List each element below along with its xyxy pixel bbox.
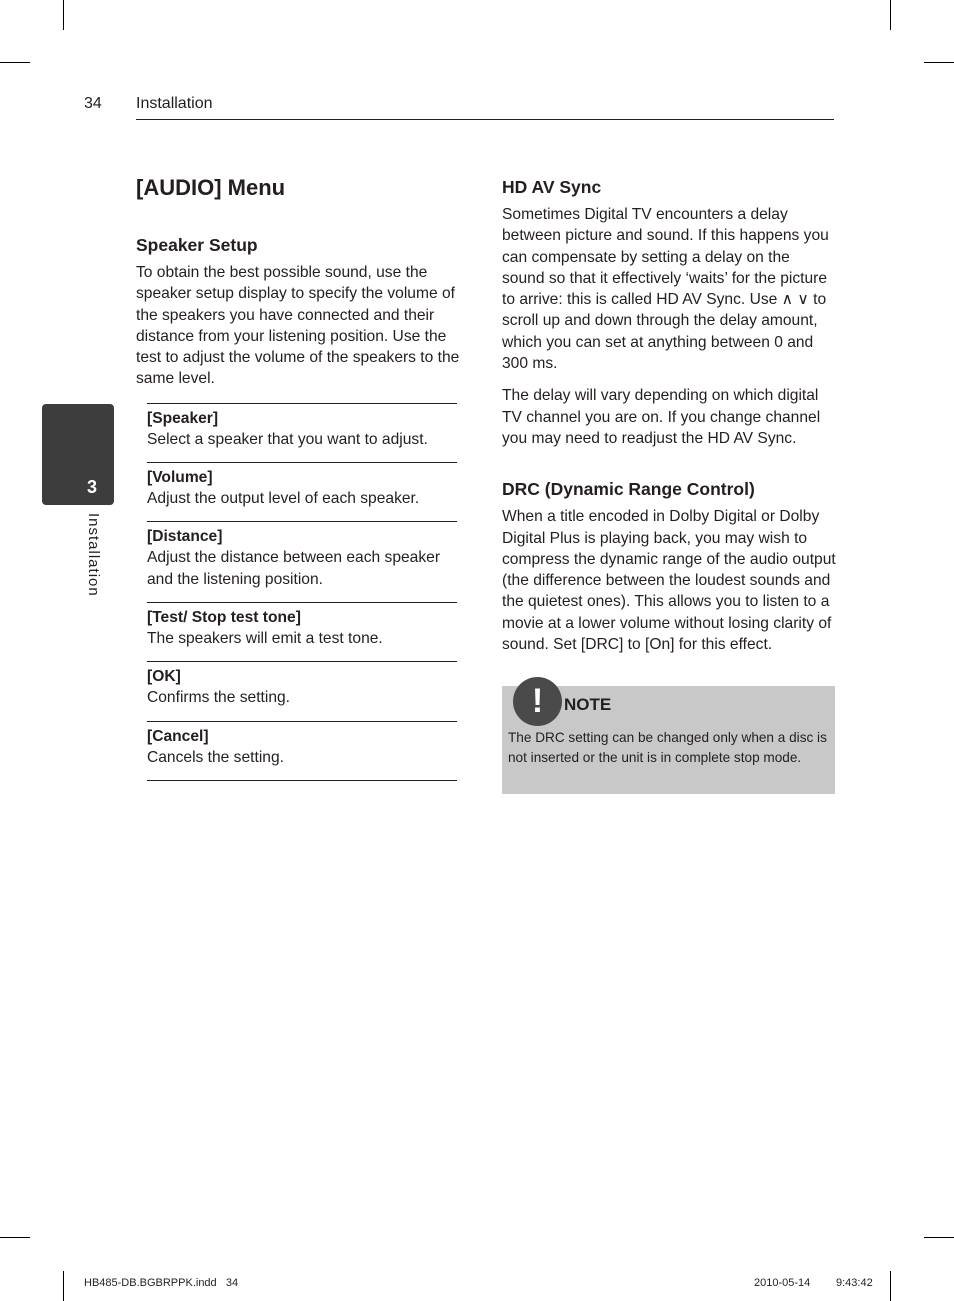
option-desc: Cancels the setting. <box>147 748 284 766</box>
hd-av-sync-heading: HD AV Sync <box>502 177 602 197</box>
footer-time: 9:43:42 <box>836 1277 873 1289</box>
speaker-setup-heading: Speaker Setup <box>136 235 258 255</box>
footer-date: 2010-05-14 <box>754 1277 811 1289</box>
option-name: [Cancel] <box>147 727 209 745</box>
chapter-number: 3 <box>86 477 97 497</box>
note-text: The DRC setting can be changed only when a disc is not inserted or the unit is in complete stop mode. <box>508 730 827 765</box>
option-name: [Distance] <box>147 528 223 546</box>
crop-mark <box>924 62 954 63</box>
option-desc: The speakers will emit a test tone. <box>147 629 383 647</box>
running-header: Installation <box>136 95 213 112</box>
option-name: [Test/ Stop test tone] <box>147 608 301 626</box>
option-desc: Adjust the output level of each speaker. <box>147 490 420 508</box>
chapter-tab <box>42 404 114 505</box>
crop-mark <box>0 1237 30 1238</box>
option-row <box>147 521 457 602</box>
footer-filename: HB485-DB.BGBRPPK.indd 34 <box>84 1277 239 1289</box>
drc-heading: DRC (Dynamic Range Control) <box>502 479 755 500</box>
crop-mark <box>924 1237 954 1238</box>
option-name: [Volume] <box>147 469 213 487</box>
drc-body: When a title encoded in Dolby Digital or Dolby Digital Plus is playing back, you may wish to compress the dynamic range of the audio output (the difference between the loudest sounds and the quietest ones). This allows you to listen to a movie at a lower volume without losing clarity of sound. Set [DRC] to [On] for this effect. <box>502 508 836 654</box>
crop-mark <box>890 0 891 30</box>
chapter-label: Installation <box>85 513 102 597</box>
hd-av-sync-body-2: The delay will vary depending on which digital TV channel you are on. If you change channel you may need to readjust the HD AV Sync. <box>502 387 821 447</box>
crop-mark <box>890 1271 891 1301</box>
page-number: 34 <box>84 95 102 112</box>
option-row <box>147 403 457 462</box>
crop-mark <box>0 62 30 63</box>
option-row <box>147 661 457 720</box>
speaker-options-table <box>147 403 457 781</box>
option-row <box>147 721 457 780</box>
option-desc: Adjust the distance between each speaker and the listening position. <box>147 549 441 588</box>
right-column <box>502 177 836 794</box>
option-name: [Speaker] <box>147 409 219 427</box>
option-name: [OK] <box>147 668 181 686</box>
left-column <box>136 175 472 781</box>
hd-av-sync-body: Sometimes Digital TV encounters a delay between picture and sound. If this happens you can compensate by setting a delay on the sound so that it effectively ‘waits’ for the picture to arrive: this is called HD AV Sync. Use ∧ ∨ to scroll up and down through the delay amount, which you can set at anything between 0 and 300 ms. <box>502 206 829 373</box>
option-desc: Confirms the setting. <box>147 689 291 707</box>
crop-mark <box>63 1271 64 1301</box>
option-row <box>147 462 457 521</box>
note-title: NOTE <box>564 695 612 715</box>
option-desc: Select a speaker that you want to adjust. <box>147 430 428 448</box>
note-box <box>502 682 835 794</box>
option-row <box>147 602 457 661</box>
page-title: [AUDIO] Menu <box>136 175 286 200</box>
exclamation-icon: ! <box>513 677 562 726</box>
crop-mark <box>63 0 64 30</box>
speaker-setup-body: To obtain the best possible sound, use the speaker setup display to specify the volume of the speakers you have connected and their distance from your listening position. Use the test to adjust the volume of the speakers to the same level. <box>136 264 460 388</box>
header-rule <box>136 119 834 120</box>
